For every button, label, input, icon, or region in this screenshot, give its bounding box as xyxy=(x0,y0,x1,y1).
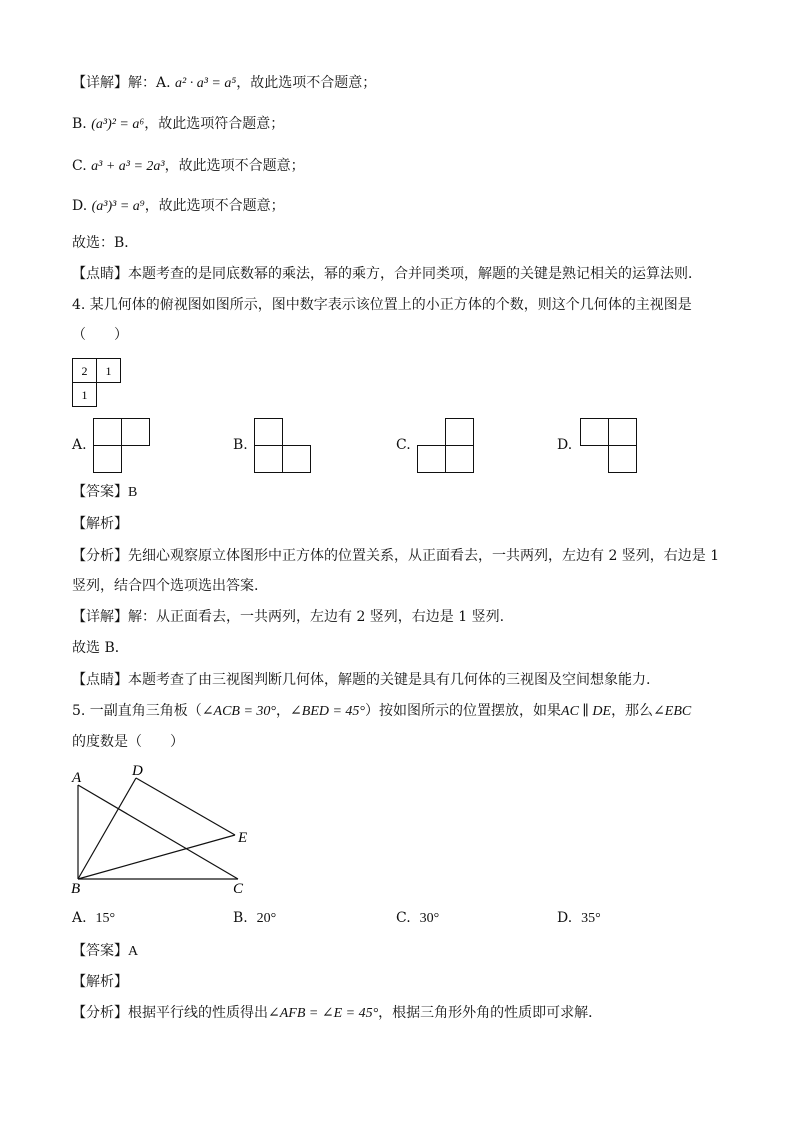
q4-answer xyxy=(72,482,137,503)
option-value: 35° xyxy=(581,911,601,926)
q4-stem-line2: （ ） xyxy=(72,327,128,343)
fenxi-tag: 【分析】 xyxy=(72,1005,128,1021)
grid-number: 1 xyxy=(105,364,112,378)
point-a: A xyxy=(72,770,82,786)
q4-analysis-tag: 【解析】 xyxy=(72,516,128,532)
angle-bed: ∠BED = 45° xyxy=(290,704,366,719)
stem-mid2: ，那么 xyxy=(611,703,654,719)
grid-number: 2 xyxy=(81,364,88,378)
option-label: D. xyxy=(557,910,573,926)
q5-stem-line2: 的度数是（ ） xyxy=(72,734,184,750)
q4-option-d-label: D. xyxy=(557,437,573,453)
label-d: D. xyxy=(72,198,88,214)
stem-sep: ， xyxy=(276,703,291,719)
q5-stem-line1 xyxy=(72,701,691,722)
q4-fenxi-line2: 竖列，结合四个选项选出答案. xyxy=(72,578,259,594)
q5-option-c xyxy=(396,910,439,927)
point-e: E xyxy=(238,830,248,846)
q4-option-d-figure xyxy=(580,418,640,474)
fenxi-suffix: ，根据三角形外角的性质即可求解． xyxy=(378,1005,603,1021)
q4-option-c-figure xyxy=(417,418,477,474)
label-b: B. xyxy=(72,116,87,132)
q5-option-d xyxy=(557,910,601,927)
option-label: B. xyxy=(233,910,248,926)
q3-detail-line-d xyxy=(72,196,285,217)
q5-fenxi xyxy=(72,1003,602,1024)
parallel-expr: AC ∥ DE xyxy=(561,704,612,719)
stem-mid: ）按如图所示的位置摆放，如果 xyxy=(365,703,562,719)
fenxi-expr: ∠AFB = ∠E = 45° xyxy=(268,1006,379,1021)
detail-tag: 【详解】 xyxy=(72,609,128,625)
fenxi-tag: 【分析】 xyxy=(72,548,128,564)
q3-detail-line-c xyxy=(72,156,305,177)
q4-comment xyxy=(72,670,650,690)
q5-option-a xyxy=(72,910,115,927)
comment-text: 本题考查了由三视图判断几何体，解题的关键是具有几何体的三视图及空间想象能力. xyxy=(128,672,651,688)
option-value: 30° xyxy=(419,911,440,926)
fenxi-prefix: 根据平行线的性质得出 xyxy=(128,1005,268,1021)
option-value: 20° xyxy=(256,911,277,926)
q4-select: 故选 B． xyxy=(72,640,129,656)
comment-text: 本题考查的是同底数幂的乘法，幂的乘方，合并同类项，解题的关键是熟记相关的运算法则． xyxy=(128,266,702,282)
fenxi-text: 先细心观察原立体图形中正方体的位置关系，从正面看去，一共两列，左边有 2 竖列，右边是 1 xyxy=(128,548,720,564)
comment-tag: 【点睛】 xyxy=(72,672,128,688)
expr-c: a³ + a³ = 2a³ xyxy=(91,159,165,174)
q5-option-b xyxy=(233,910,276,927)
q5-triangle-figure xyxy=(70,762,260,897)
q5-analysis-tag: 【解析】 xyxy=(72,974,128,990)
point-c: C xyxy=(233,881,244,897)
q4-option-b-figure xyxy=(254,418,314,474)
q4-option-c-label: C. xyxy=(396,437,411,453)
answer-tag: 【答案】 xyxy=(72,484,128,500)
q3-select: 故选：B． xyxy=(72,235,139,251)
q3-detail-line-b xyxy=(72,114,284,135)
answer-value: A xyxy=(128,944,139,959)
detail-text: 解：从正面看去，一共两列，左边有 2 竖列，右边是 1 竖列. xyxy=(128,609,505,625)
q4-detail xyxy=(72,607,504,627)
text-a: ，故此选项不合题意； xyxy=(236,75,377,91)
option-label: C. xyxy=(396,910,411,926)
text-b: ，故此选项符合题意； xyxy=(144,116,285,132)
expr-b: (a³)² = a⁶ xyxy=(91,117,145,132)
detail-prefix: 解：A. xyxy=(128,75,171,91)
detail-tag: 【详解】 xyxy=(72,75,128,91)
expr-a: a² · a³ = a⁵ xyxy=(175,76,237,91)
text-c: ，故此选项不合题意； xyxy=(164,158,305,174)
expr-d: (a³)³ = a⁹ xyxy=(91,199,145,214)
stem-prefix: 5. 一副直角三角板（ xyxy=(72,703,202,719)
answer-value: B xyxy=(128,485,138,500)
q4-option-b-label: B. xyxy=(233,437,248,453)
q4-fenxi-line1 xyxy=(72,546,719,566)
point-b: B xyxy=(71,881,81,897)
q5-answer xyxy=(72,941,138,962)
answer-tag: 【答案】 xyxy=(72,943,128,959)
text-d: ，故此选项不合题意； xyxy=(144,198,285,214)
q4-option-a-figure xyxy=(93,418,153,474)
option-value: 15° xyxy=(95,911,116,926)
target-angle: ∠EBC xyxy=(653,704,692,719)
grid-number: 1 xyxy=(81,388,88,402)
comment-tag: 【点睛】 xyxy=(72,266,128,282)
q3-detail-line-a xyxy=(72,73,376,94)
point-d: D xyxy=(132,763,143,779)
q4-stem-line1: 4. 某几何体的俯视图如图所示，图中数字表示该位置上的小正方体的个数，则这个几何体的主视图是 xyxy=(72,297,692,313)
angle-acb: ∠ACB = 30° xyxy=(201,704,277,719)
option-label: A. xyxy=(72,910,87,926)
q4-top-view-grid xyxy=(72,358,126,408)
q3-comment xyxy=(72,264,702,284)
q4-option-a-label: A. xyxy=(72,437,87,453)
label-c: C. xyxy=(72,158,87,174)
